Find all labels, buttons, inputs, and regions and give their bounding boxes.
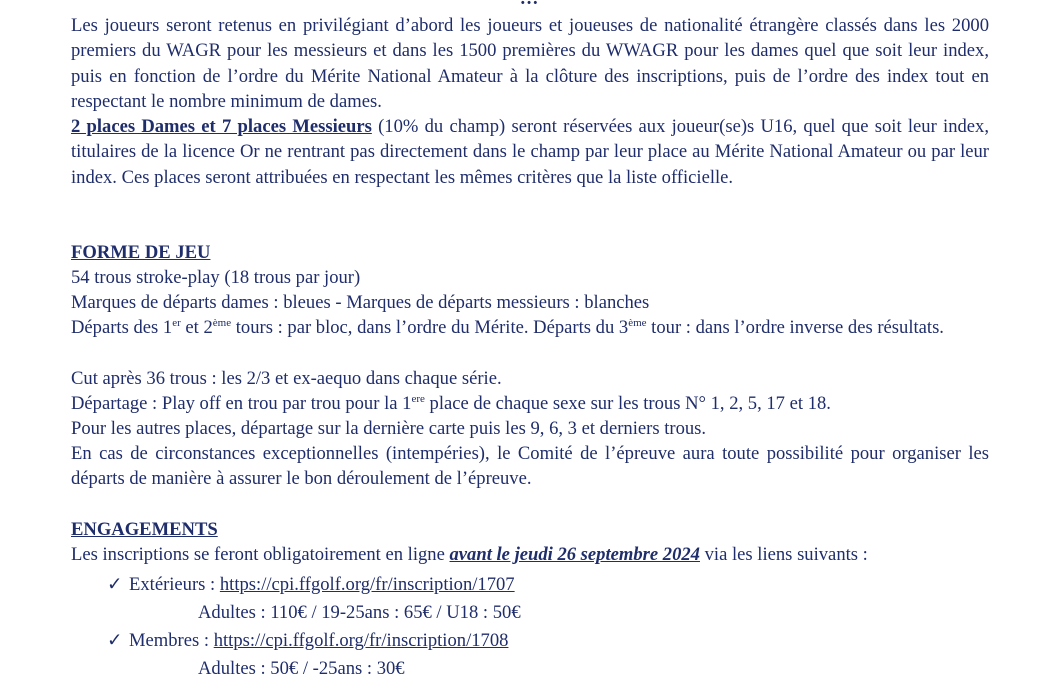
forme-de-jeu-heading: FORME DE JEU: [71, 242, 211, 263]
forme-line-5: Départage : Play off en trou par trou pour la 1ere place de chaque sexe sur les trous N° 1, 2, 5, 17 et 18.: [71, 392, 831, 414]
check-icon: ✓: [107, 574, 123, 595]
check-icon: ✓: [107, 630, 123, 651]
forme-line-3: Départs des 1er et 2ème tours : par bloc, dans l’ordre du Mérite. Départs du 3ème tour : dans l’ordre inverse des résultats.: [71, 316, 944, 338]
exterieurs-registration-link[interactable]: https://cpi.ffgolf.org/fr/inscription/1707: [219, 574, 515, 595]
engagements-heading: ENGAGEMENTS: [71, 519, 218, 540]
exterieurs-row: ✓ Extérieurs : https://cpi.ffgolf.org/fr/inscription/1707: [71, 572, 1025, 597]
forme-line-2: Marques de départs dames : bleues - Marques de départs messieurs : blanches: [71, 292, 650, 313]
membres-row: ✓ Membres : https://cpi.ffgolf.org/fr/inscription/1708: [71, 628, 1025, 653]
top-cut-line: [0, 0, 1058, 5]
exterieurs-prices: Adultes : 110€ / 19-25ans : 65€ / U18 : 50€: [198, 602, 521, 623]
selection-paragraph-1: Les joueurs seront retenus en privilégiant d’abord les joueurs et joueuses de nationalité étrangère classés dans les 2000 premiers du WAGR pour les messieurs et dans les 1500 premières du WWAGR pour les dames quel que soit leur index, puis en fonction de l’ordre du Mérite National Amateur à la clôture des inscriptions, puis de l’ordre des index tout en respectant le nombre minimum de dames.: [71, 15, 989, 112]
u16-places: 2 places Dames et 7 places Messieurs: [71, 116, 372, 137]
forme-line-7: En cas de circonstances exceptionnelles (intempéries), le Comité de l’épreuve aura toute possibilité pour organiser les départs de manière à assurer le bon déroulement de l’épreuve.: [71, 443, 989, 490]
engagements-intro: Les inscriptions se feront obligatoirement en ligne avant le jeudi 26 septembre 2024 via les liens suivants :: [71, 544, 868, 565]
forme-line-4: Cut après 36 trous : les 2/3 et ex-aequo dans chaque série.: [71, 368, 502, 389]
top-cut-text: [0, 0, 1058, 5]
forme-line-1: 54 trous stroke-play (18 trous par jour): [71, 267, 361, 288]
deadline-date: avant le jeudi 26 septembre 2024: [449, 544, 700, 565]
forme-line-6: Pour les autres places, départage sur la dernière carte puis les 9, 6, 3 et derniers trous.: [71, 418, 707, 439]
membres-prices: Adultes : 50€ / -25ans : 30€: [198, 658, 405, 679]
membres-registration-link[interactable]: https://cpi.ffgolf.org/fr/inscription/1708: [213, 630, 509, 651]
selection-paragraph-2: 2 places Dames et 7 places Messieurs (10% du champ) seront réservées aux joueur(se)s U16, quel que soit leur index, titulaires de la licence Or ne rentrant pas directement dans le champ par leur place au Mérite National Amateur ou par leur index. Ces places seront attribuées en respectant les mêmes critères que la liste officielle.: [71, 116, 989, 188]
